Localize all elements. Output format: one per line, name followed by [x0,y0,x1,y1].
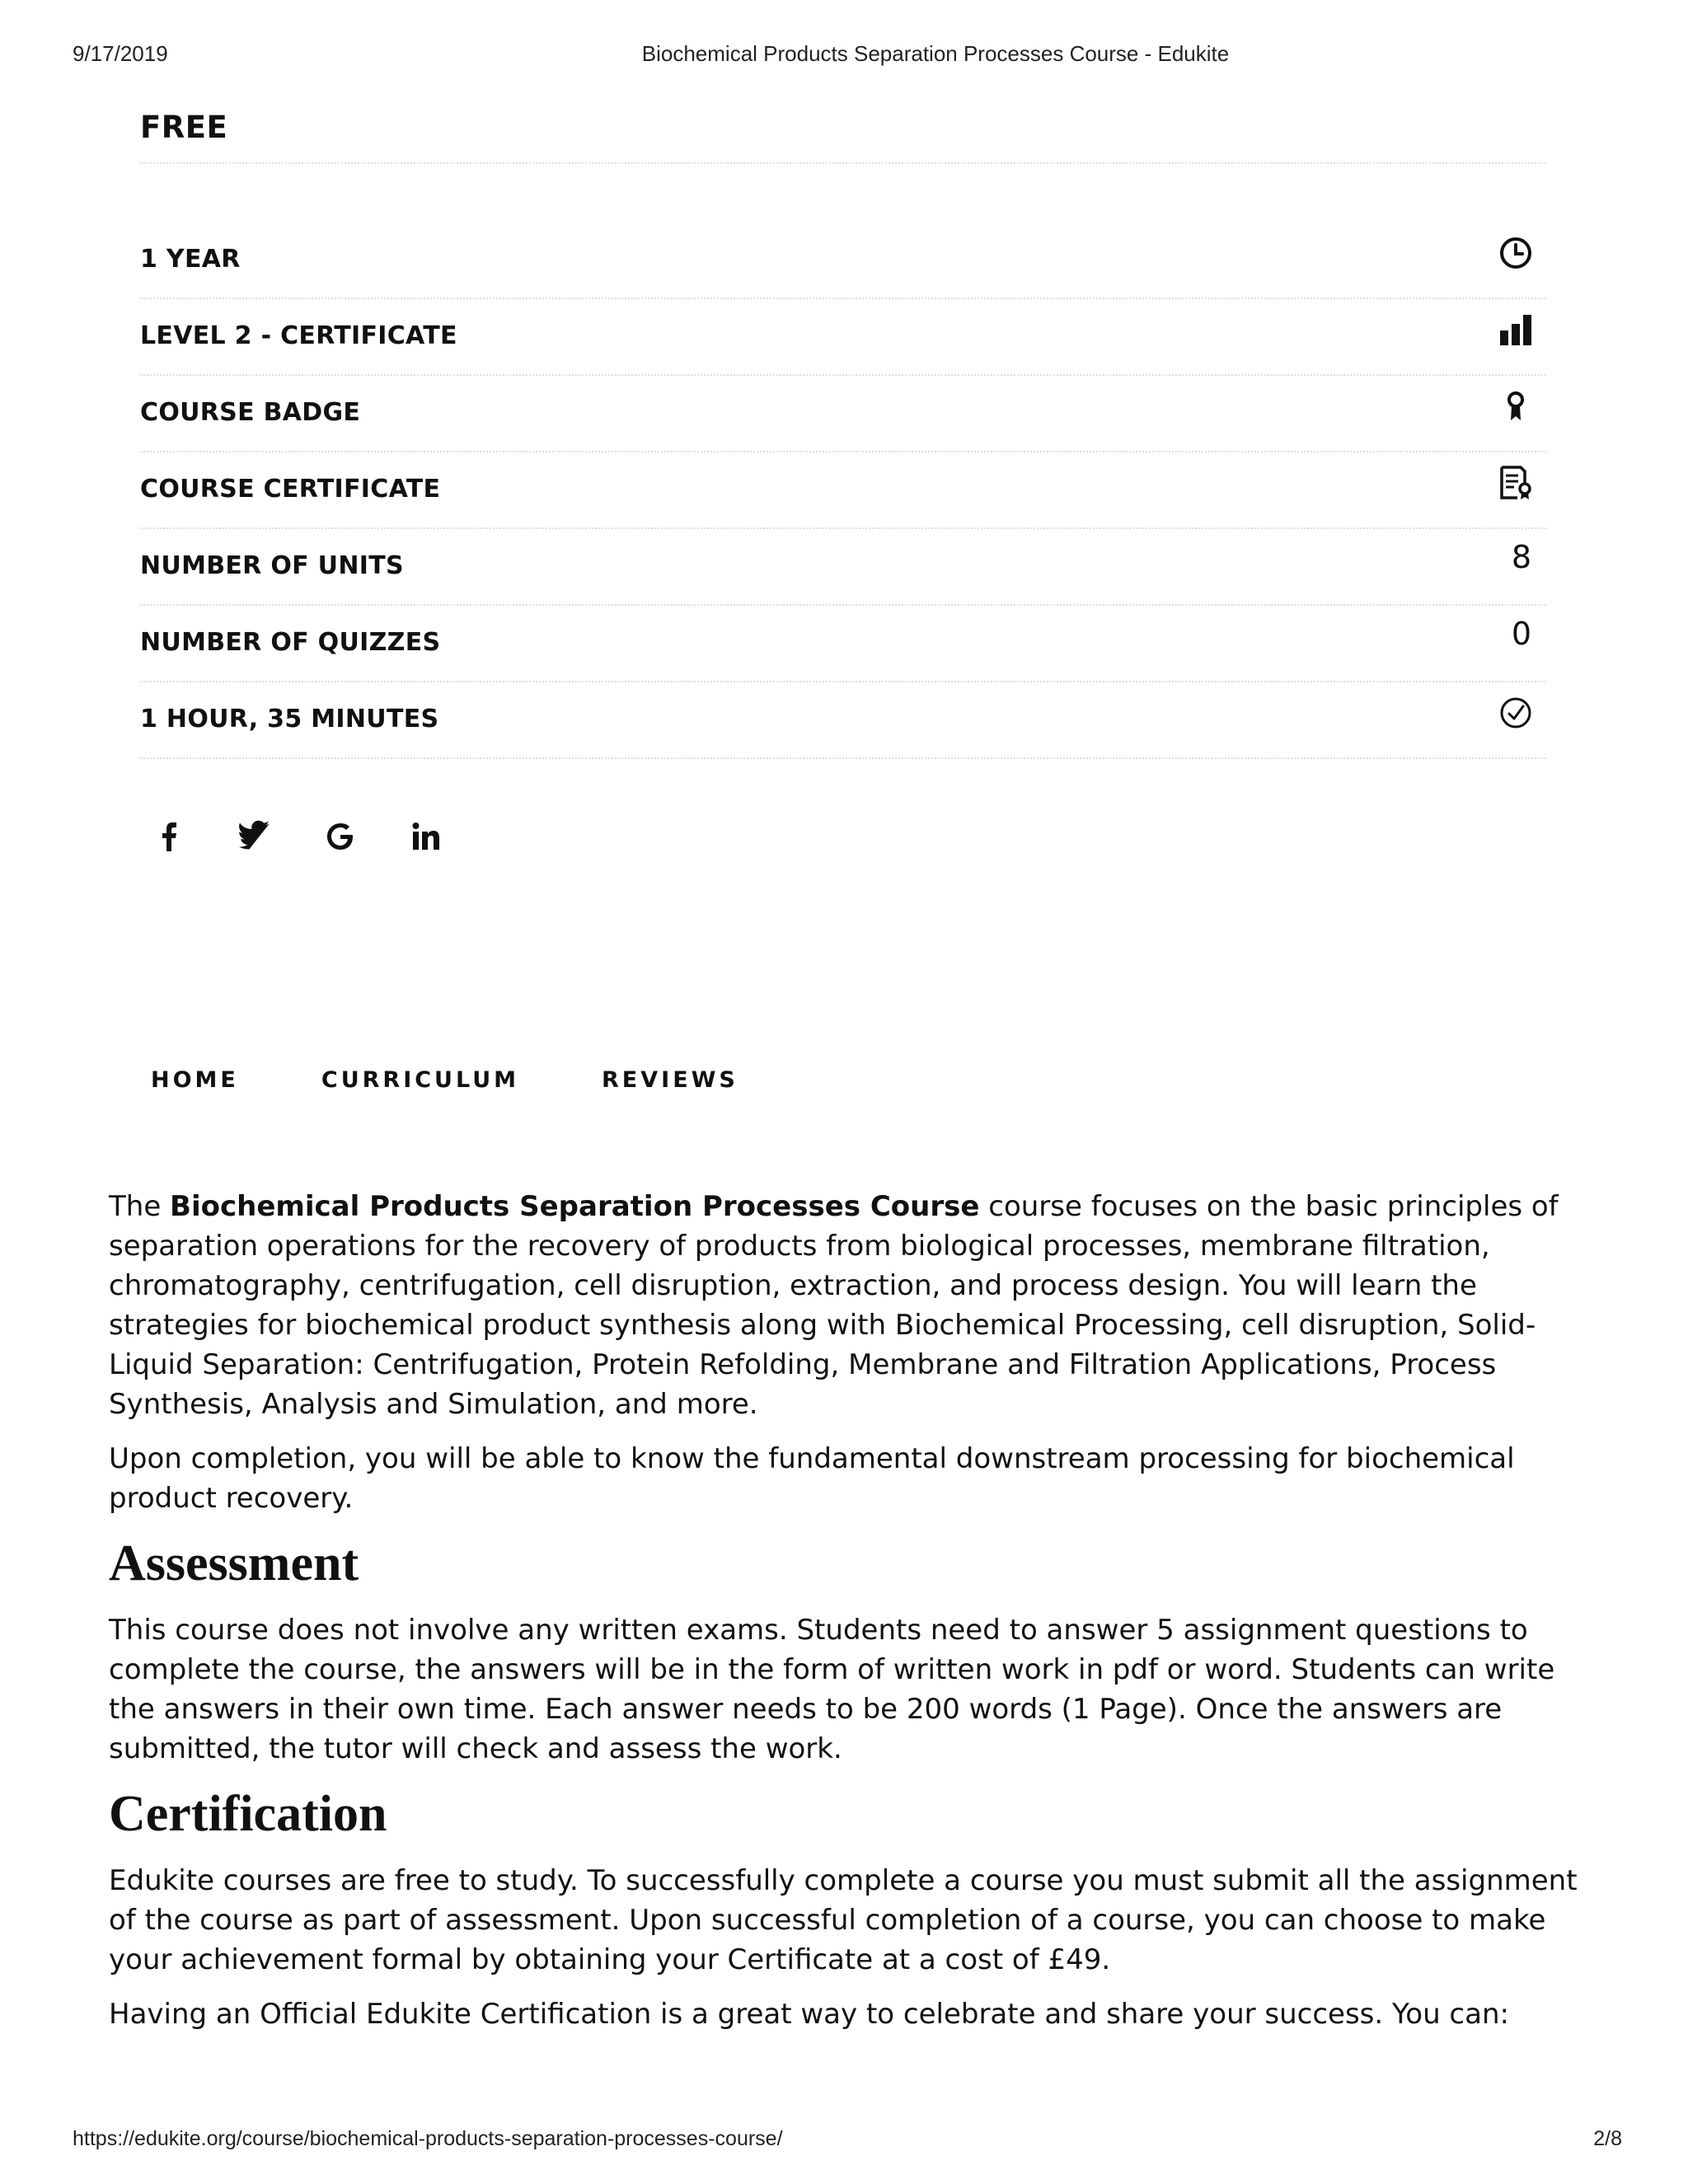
course-tabs [151,1067,821,1093]
info-row-duration [140,223,1546,299]
tab-curriculum[interactable]: CURRICULUM [321,1067,520,1093]
info-row-quizzes [140,606,1546,682]
intro-prefix: The [109,1190,171,1223]
twitter-icon[interactable] [236,818,274,855]
info-label: NUMBER OF QUIZZES [140,628,441,657]
tab-home[interactable]: HOME [151,1067,239,1093]
clock-icon [1497,234,1535,272]
info-row-badge [140,376,1546,452]
print-url: https://edukite.org/course/biochemical-products-separation-processes-course/ [73,2127,783,2150]
intro-paragraph [109,1187,1592,1424]
info-label: NUMBER OF UNITS [140,551,404,580]
social-share [150,818,445,855]
official-certification-paragraph: Having an Official Edukite Certification is a great way to celebrate and share your success. You can: [109,1998,1509,2031]
info-label: LEVEL 2 - CERTIFICATE [140,321,457,350]
info-row-time [140,682,1546,759]
check-clock-icon [1497,694,1535,732]
certification-paragraph: Edukite courses are free to study. To successfully complete a course you must submit all the assignment of the course as part of assessment. Upon successful completion of a course, you can choose to make your achievement formal by obtaining your Certificate at a cost of £49. [109,1864,1578,1976]
info-label: 1 HOUR, 35 MINUTES [140,705,439,733]
print-page-title: Biochemical Products Separation Processes Course - Edukite [641,41,1230,66]
info-row-units [140,529,1546,606]
linkedin-icon[interactable] [407,818,445,855]
units-count: 8 [1511,539,1531,575]
tab-reviews[interactable]: REVIEWS [602,1067,738,1093]
info-label: 1 YEAR [140,245,241,274]
badge-icon [1497,387,1535,425]
course-info-list [140,223,1546,759]
info-row-level [140,299,1546,376]
assessment-paragraph: This course does not involve any written exams. Students need to answer 5 assignment questions to complete the course, the answers will be in the form of written work in pdf or word. Students can write the answers in their own time. Each answer needs to be 200 words (1 Page). Once the answers are submitted, the tutor will check and assess the work. [109,1614,1555,1765]
info-row-certificate [140,452,1546,529]
print-date: 9/17/2019 [73,41,168,66]
bar-chart-icon [1497,311,1535,349]
certification-heading: Certification [109,1786,387,1842]
course-price: FREE [140,110,228,145]
course-name: Biochemical Products Separation Processes Course [170,1190,980,1223]
info-label: COURSE CERTIFICATE [140,475,441,504]
intro-text: course focuses on the basic principles of separation operations for the recovery of products from biological processes, membrane filtration, chromatography, centrifugation, cell disruption, extraction, and process design. You will learn the strategies for biochemical product synthesis along with Biochemical Processing, cell disruption, Solid-Liquid Separation: Centrifugation, Protein Refolding, Membrane and Filtration Applications, Process Synthesis, Analysis and Simulation, and more. [109,1190,1559,1421]
quizzes-count: 0 [1511,616,1531,652]
certificate-icon [1497,464,1535,502]
print-page-number: 2/8 [1593,2127,1622,2150]
price-divider [140,162,1546,164]
course-description [109,1187,1592,2049]
google-icon[interactable] [321,818,359,855]
info-label: COURSE BADGE [140,398,361,427]
completion-paragraph: Upon completion, you will be able to know the fundamental downstream processing for biochemical product recovery. [109,1442,1515,1515]
assessment-heading: Assessment [109,1535,359,1591]
facebook-icon[interactable] [150,818,188,855]
